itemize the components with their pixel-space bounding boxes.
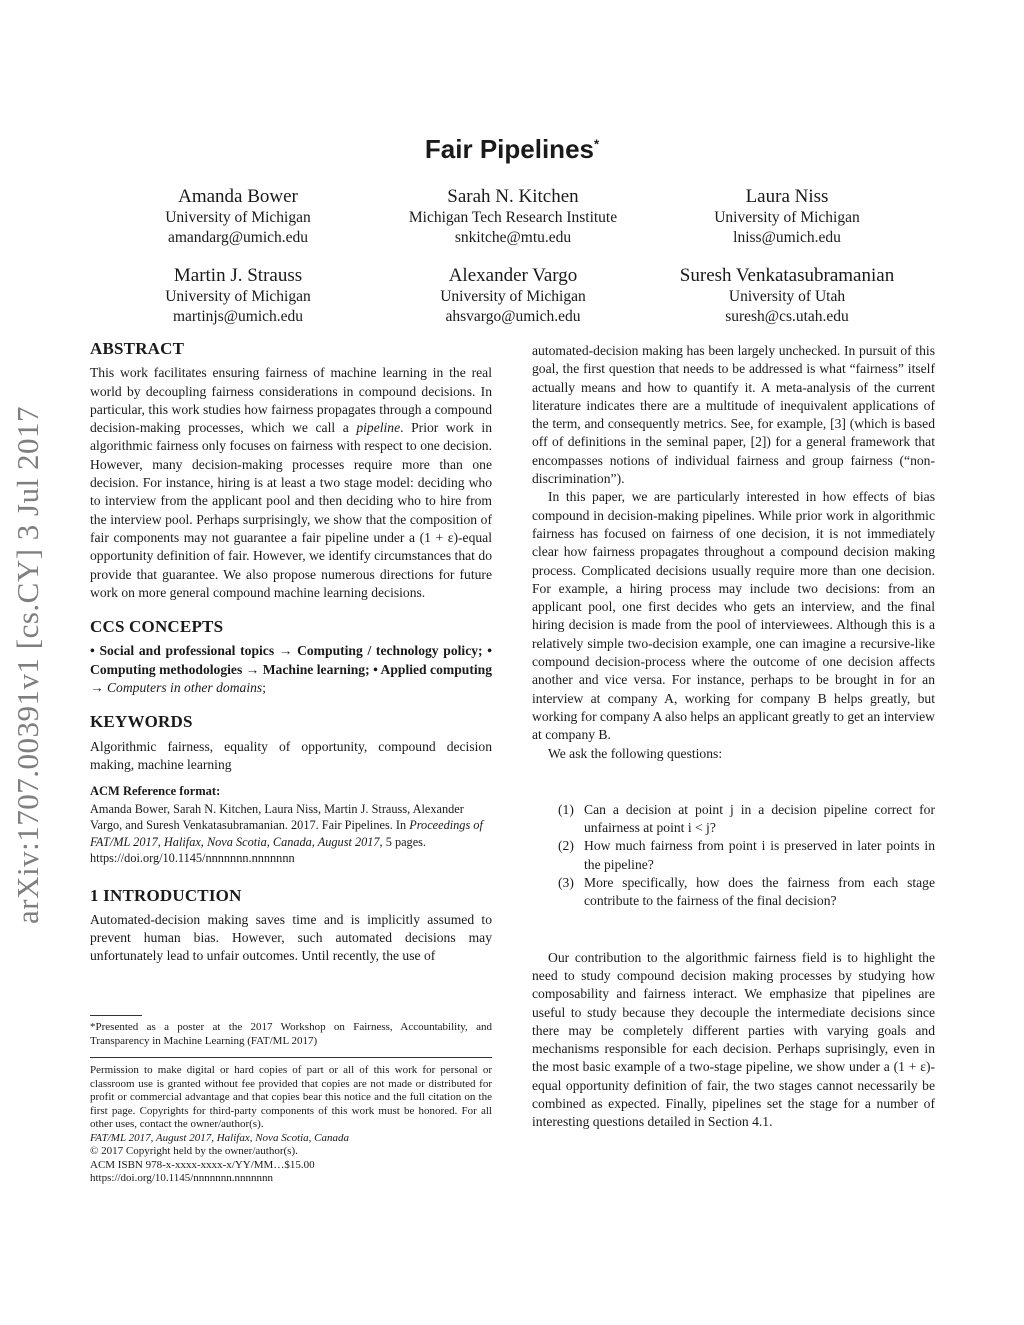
right-paragraph: Our contribution to the algorithmic fairness field is to highlight the need to study compound decision making processes by studying how composability and fairness interact. We emphasize that pipelines are useful to study because they decouple the intermediate decisions since there may be completely different parties with varying goals and mechanisms responsible for each decision. Perhaps suprisingly, even in the most basic example of a two-stage pipeline, we show under a (1 + ε)-equal opportunity definition of fair, the two stages cannot necessarily be combined as expected. Finally, pipelines set the stage for a number of interesting questions detailed in Section 4.1. [532,949,935,1130]
acm-ref-venue: Proceedings of FAT/ML 2017, Halifax, Nova Scotia, Canada, August 2017, [90,818,483,849]
list-number: (3) [558,875,574,891]
intro-heading: 1 INTRODUCTION [90,885,242,905]
footnote: *Presented as a poster at the 2017 Workshop on Fairness, Accountability, and Transparency in Machine Learning (FAT/ML 2017) [90,1021,492,1047]
list-text: Can a decision at point j in a decision pipeline correct for unfairness at point i < j? [584,801,935,836]
author-block [373,186,653,248]
author-name: Laura Niss [745,186,829,207]
author-block [647,265,927,327]
author-affiliation: Michigan Tech Research Institute [408,209,618,226]
author-affiliation: University of Michigan [165,209,311,226]
right-paragraph: automated-decision making has been largely unchecked. In pursuit of this goal, the first question that needs to be addressed is what “fairness” itself actually means and how to quantify it. A meta-analysis of the current literature indicates there are a multitude of inequivalent applications of the term, and consequently metrics. See, for example, [3] (which is based off of definitions in the seminal paper, [2]) for a general framework that encompasses notions of individual fairness and group fairness (“non-discrimination”). [532,343,935,487]
author-name: Martin J. Strauss [173,265,303,286]
permission-venue: FAT/ML 2017, August 2017, Halifax, Nova Scotia, Canada [90,1131,350,1144]
permission-doi[interactable]: https://doi.org/10.1145/nnnnnnn.nnnnnnn [90,1172,274,1184]
author-name: Amanda Bower [178,186,298,207]
list-text: How much fairness from point i is preserved in later points in the pipeline? [584,838,935,872]
list-item [532,837,935,874]
abstract-emphasis: pipeline [356,420,401,436]
keywords-heading: KEYWORDS [90,712,193,732]
list-item [532,874,935,911]
abstract-heading: ABSTRACT [90,339,185,358]
acm-ref-part: 5 pages. [382,834,427,849]
left-column [90,340,492,966]
permission-rule [90,1057,492,1058]
list-item [532,801,935,838]
permission-copyright: © 2017 Copyright held by the owner/author(s). [90,1145,298,1157]
right-paragraph: In this paper, we are particularly interested in how effects of bias compound in decision-making pipelines. While prior work in algorithmic fairness has focused on fairness of one decision, it is not immediately clear how fairness propagates throughout a compound decision making process. Complicated decisions usually require more than one decision. For example, a hiring process may include two decisions: from an applicant pool, one first decides who gets an interview, and the final hiring decision is made from the pool of interviewees. Although this is a relatively simple two-decision example, one can imagine a recursive-like compound decision-process where the outcome of one decision affects another and vice versa. For instance, perhaps to be brought in for an interview at company A, working for company B helps greatly, but working for company A also helps an applicant greatly to get an interview at company B. [532,489,935,743]
ccs-end: ; [262,680,266,696]
author-block [98,186,378,248]
title-text: Fair Pipelines [424,134,594,164]
ccs-heading: CCS CONCEPTS [90,617,224,637]
ccs-text [90,642,492,697]
arxiv-watermark: arXiv:1707.00391v1 [cs.CY] 3 Jul 2017 [10,406,45,924]
permission-isbn: ACM ISBN 978-x-xxxx-xxxx-x/YY/MM…$15.00 [90,1158,315,1171]
acm-ref-text [90,801,492,851]
author-affiliation: University of Utah [728,288,846,305]
author-block [98,265,378,327]
author-name: Sarah N. Kitchen [447,186,579,207]
abstract-text [90,364,492,602]
acm-ref-heading: ACM Reference format: [90,784,221,799]
author-email: lniss@umich.edu [733,229,841,246]
ccs-bold: • Social and professional topics → Computing / technology policy; • Computing methodologies → Machine learning; • Applied computing → [90,643,492,696]
acm-ref-part: Amanda Bower, Sarah N. Kitchen, Laura Niss, Martin J. Strauss, Alexander Vargo, and Suresh Venkatasubramanian. 2017. Fair Pipelines. In [90,801,464,833]
list-text: More specifically, how does the fairness from each stage contribute to the fairness of the final decision? [584,875,935,909]
list-number: (1) [558,801,574,817]
abstract-text-part: This work facilitates ensuring fairness of machine learning in the real world by decoupling fairness considerations in compound decisions. In particular, this work studies how fairness propagates through a compound decision-making processes, which we call a [90,365,492,436]
author-email: amandarg@umich.edu [167,229,309,246]
footnote-rule [90,1015,142,1016]
permission-block [90,1064,492,1186]
author-block [647,186,927,248]
intro-text: Automated-decision making saves time and is implicitly assumed to prevent human bias. However, such automated decisions may unfortunately lead to unfair outcomes. Until recently, the use of [90,911,492,964]
author-affiliation: University of Michigan [440,288,586,305]
author-name: Suresh Venkatasubramanian [679,265,895,286]
author-email: suresh@cs.utah.edu [725,308,849,325]
author-email: martinjs@umich.edu [172,308,304,325]
abstract-text-part: . Prior work in algorithmic fairness only focuses on fairness with respect to one decision. However, many decision-making processes require more than one decision. For instance, hiring is at least a two stage model: deciding who to interview from the applicant pool and then deciding who to hire from the interview pool. Perhaps surprisingly, we show that the composition of fair components may not guarantee a fair pipeline under a (1 + ε)-equal opportunity definition of fair. However, we identify circumstances that do provide that guarantee. We also propose numerous directions for future work on more general compound machine learning decisions. [90,420,492,600]
right-column [532,342,935,1132]
question-list [532,801,935,911]
acm-ref-doi[interactable]: https://doi.org/10.1145/nnnnnnn.nnnnnnn [90,851,295,866]
list-number: (2) [558,838,574,854]
author-affiliation: University of Michigan [165,288,311,305]
permission-text: Permission to make digital or hard copies of part or all of this work for personal or classroom use is granted without fee provided that copies are not made or distributed for profit or commercial advantage and that copies bear this notice and the full citation on the first page. Copyrights for third-party components of this work must be honored. For all other uses, contact the owner/author(s). [90,1064,492,1130]
author-affiliation: University of Michigan [714,209,860,226]
keywords-text: Algorithmic fairness, equality of opportunity, compound decision making, machine learning [90,738,492,772]
paper-title [0,134,1024,165]
author-email: snkitche@mtu.edu [454,229,572,246]
ccs-italic: Computers in other domains [103,680,263,696]
author-email: ahsvargo@umich.edu [445,308,581,325]
title-footnote-mark: * [594,136,600,152]
right-paragraph: We ask the following questions: [548,745,723,761]
author-block [373,265,653,327]
author-name: Alexander Vargo [448,265,578,286]
